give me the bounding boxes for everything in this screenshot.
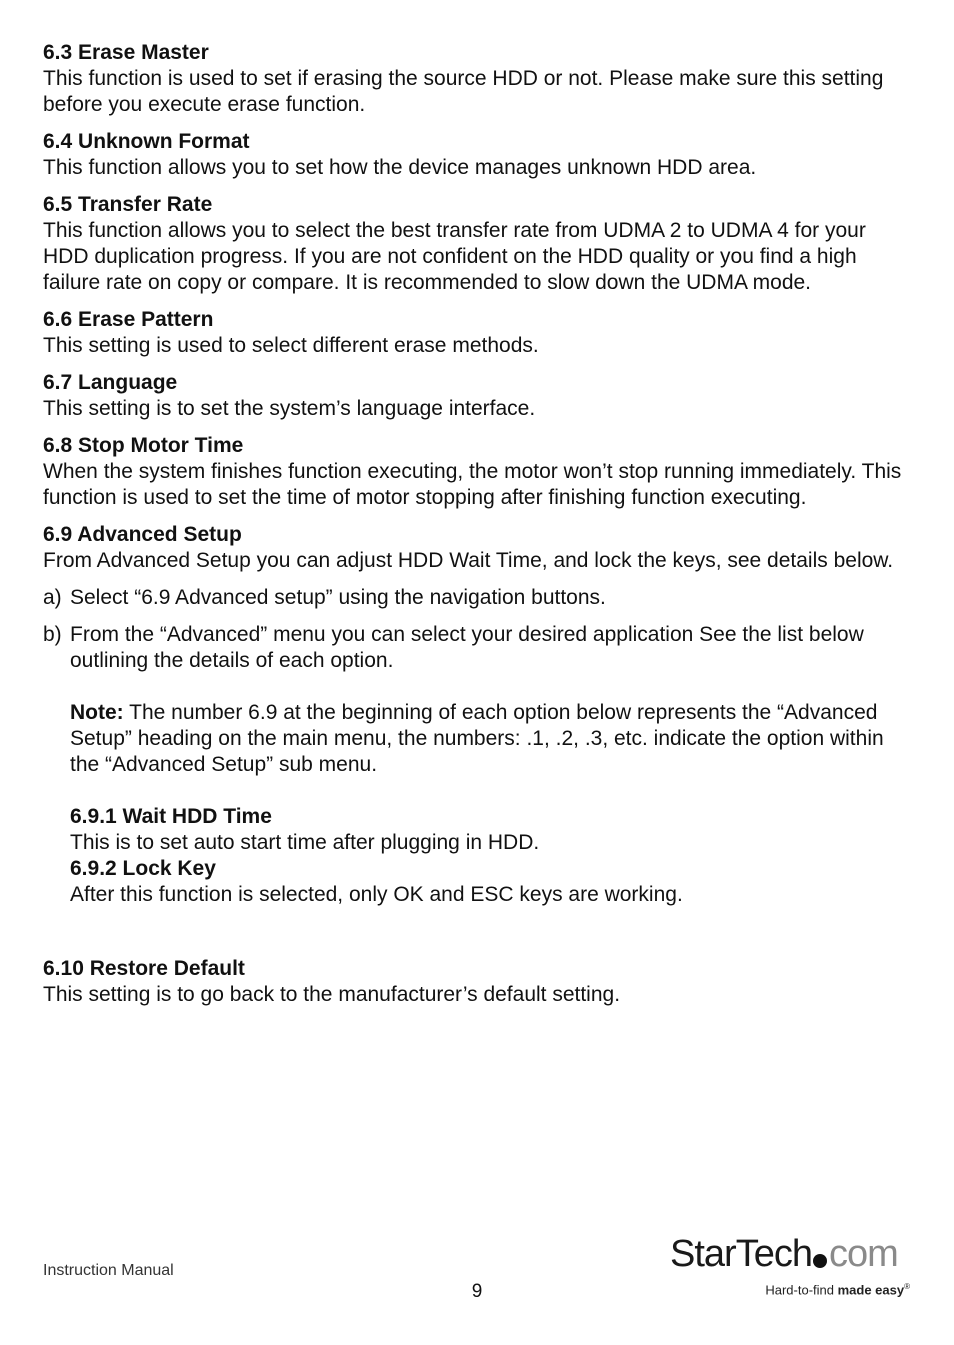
section-heading: 6.5 Transfer Rate	[43, 193, 213, 216]
section-text: This setting is to set the system’s language interface.	[43, 397, 536, 420]
section-advanced-setup	[43, 522, 911, 574]
subsection-heading-lock-key: 6.9.2 Lock Key	[70, 857, 216, 880]
logo-wordmark	[670, 1234, 898, 1274]
section-erase-master	[43, 40, 911, 118]
section-text: This setting is to go back to the manufacturer’s default setting.	[43, 983, 621, 1006]
page-number: 9	[471, 1281, 483, 1302]
section-heading: 6.4 Unknown Format	[43, 130, 250, 153]
list-marker: b)	[43, 623, 62, 646]
footer-manual-label: Instruction Manual	[43, 1262, 174, 1279]
section-restore-default	[43, 956, 911, 1008]
section-text: From Advanced Setup you can adjust HDD Wait Time, and lock the keys, see details below.	[43, 549, 894, 572]
section-heading: 6.3 Erase Master	[43, 41, 209, 64]
list-item-b	[43, 622, 911, 674]
subsection-text-lock-key: After this function is selected, only OK and ESC keys are working.	[70, 883, 683, 906]
logo-registered-mark: ®	[904, 1282, 910, 1291]
logo-dot-icon	[813, 1254, 827, 1268]
section-text: This function allows you to set how the device manages unknown HDD area.	[43, 156, 757, 179]
section-unknown-format	[43, 129, 911, 181]
section-text: This function allows you to select the best transfer rate from UDMA 2 to UDMA 4 for your HDD duplication progress. If you are not confident on the HDD quality or you find a high failure rate on copy or compare. It is recommended to slow down the UDMA mode.	[43, 219, 866, 294]
logo-brand: StarTech	[670, 1233, 812, 1275]
section-heading: 6.10 Restore Default	[43, 957, 245, 980]
section-text: This function is used to set if erasing the source HDD or not. Please make sure this setting before you execute erase function.	[43, 67, 884, 116]
logo-tagline-strong: made easy	[837, 1282, 905, 1298]
logo-suffix: com	[828, 1233, 898, 1275]
section-text: When the system finishes function executing, the motor won’t stop running immediately. This function is used to set the time of motor stopping after finishing function executing.	[43, 460, 902, 509]
section-transfer-rate	[43, 192, 911, 296]
startech-logo	[670, 1234, 910, 1304]
section-text: This setting is used to select different erase methods.	[43, 334, 539, 357]
advanced-subsections	[43, 804, 911, 908]
list-text: From the “Advanced” menu you can select your desired application See the list below outlining the details of each option.	[70, 623, 864, 672]
list-text: Select “6.9 Advanced setup” using the navigation buttons.	[70, 586, 606, 609]
note-label: Note:	[70, 701, 124, 724]
subsection-text-wait-hdd-time: This is to set auto start time after plugging in HDD.	[70, 831, 540, 854]
section-erase-pattern	[43, 307, 911, 359]
section-language	[43, 370, 911, 422]
page-content	[43, 40, 911, 1008]
subsection-heading-wait-hdd-time: 6.9.1 Wait HDD Time	[70, 805, 272, 828]
logo-tagline	[765, 1282, 910, 1297]
note-block	[43, 700, 911, 778]
note-text: The number 6.9 at the beginning of each option below represents the “Advanced Setup” heading on the main menu, the numbers: .1, .2, .3, etc. indicate the option within the “Advanced Setup” sub menu.	[70, 701, 884, 776]
list-item-a	[43, 585, 911, 611]
logo-tagline-plain: Hard-to-find	[765, 1282, 838, 1298]
list-marker: a)	[43, 586, 62, 609]
section-heading: 6.7 Language	[43, 371, 178, 394]
section-heading: 6.9 Advanced Setup	[43, 523, 242, 546]
section-heading: 6.8 Stop Motor Time	[43, 434, 244, 457]
section-heading: 6.6 Erase Pattern	[43, 308, 214, 331]
section-stop-motor-time	[43, 433, 911, 511]
